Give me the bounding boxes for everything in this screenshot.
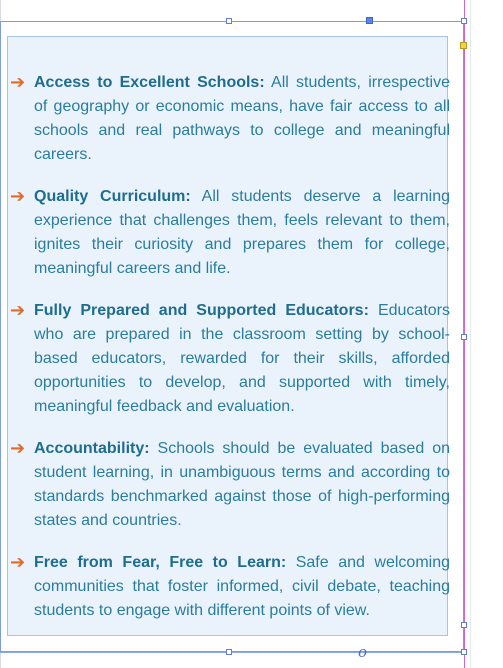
item-title: Access to Excellent Schools: — [34, 74, 265, 91]
item-title: Accountability: — [34, 440, 150, 457]
item-body: Educators who are prepared in the classroom setting by school-based educators, rewarded for their skills, afforded opportunities to develop, and supported with timely, meaningful feedback and evaluation. — [34, 302, 450, 415]
item-title: Quality Curriculum: — [34, 188, 191, 205]
resize-handle-top-right-icon[interactable] — [461, 18, 467, 24]
top-page-guide — [0, 21, 465, 22]
bottom-page-guide — [0, 652, 465, 653]
list-item — [10, 299, 450, 419]
arrow-bullet-icon: ➔ — [10, 438, 26, 459]
in-port-handle-icon[interactable] — [366, 17, 373, 24]
item-body: All students deserve a learning experience that challenges them, feels relevant to them, ignites their curiosity and prepares them for college, meaningful careers and life. — [34, 188, 450, 277]
left-page-guide — [0, 0, 1, 668]
arrow-bullet-icon: ➔ — [10, 300, 26, 321]
item-body: Safe and welcoming communities that foster informed, civil debate, teaching students to engage with different points of view. — [34, 554, 451, 619]
resize-handle-bottom-right-icon[interactable] — [461, 649, 467, 655]
item-body: All students, irrespective of geography or economic means, have fair access to all schools and real pathways to college and meaningful careers. — [34, 74, 451, 163]
corner-options-handle-icon[interactable] — [460, 42, 467, 49]
overflow-indicator-icon[interactable]: o — [358, 643, 368, 661]
list-item — [10, 437, 450, 533]
bleed-guide — [470, 0, 471, 668]
list-item — [10, 71, 450, 167]
bullet-list — [10, 71, 450, 641]
list-item — [10, 551, 450, 623]
out-port-handle-icon[interactable] — [461, 622, 467, 628]
arrow-bullet-icon: ➔ — [10, 72, 26, 93]
item-title: Fully Prepared and Supported Educators: — [34, 302, 369, 319]
item-body: Schools should be evaluated based on student learning, in unambiguous terms and according to standards benchmarked against those of high-performing states and countries. — [34, 440, 450, 529]
resize-handle-bottom-center-icon[interactable] — [226, 649, 232, 655]
arrow-bullet-icon: ➔ — [10, 186, 26, 207]
resize-handle-top-center-icon[interactable] — [226, 18, 232, 24]
arrow-bullet-icon: ➔ — [10, 552, 26, 573]
list-item — [10, 185, 450, 281]
item-title: Free from Fear, Free to Learn: — [34, 554, 287, 571]
resize-handle-middle-right-icon[interactable] — [461, 334, 467, 340]
